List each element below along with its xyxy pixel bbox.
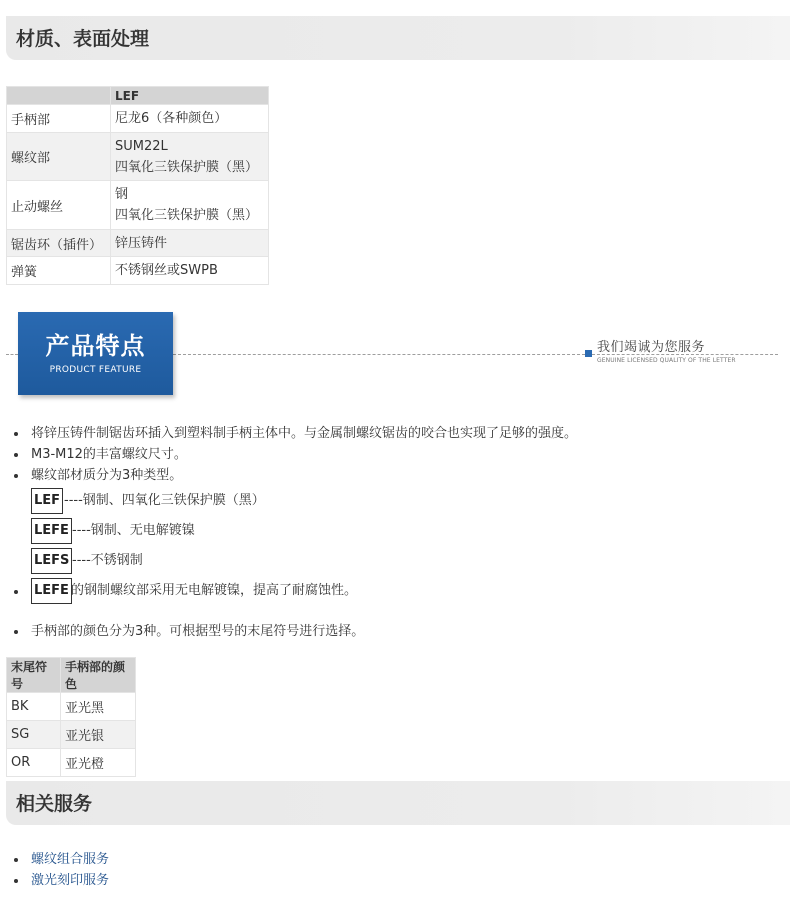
type-code-tag: LEF: [31, 488, 63, 514]
table-header-cell: 末尾符号: [7, 658, 61, 693]
material-line: 钢: [115, 187, 129, 202]
table-cell-part: 弹簧: [7, 257, 111, 285]
material-line: 尼龙6（各种颜色）: [115, 111, 228, 126]
feature-item-note: [14, 583, 24, 601]
section-header-materials: [6, 16, 790, 60]
table-cell-material: [111, 230, 269, 257]
table-cell-material: [111, 133, 269, 181]
table-header-row: [7, 87, 269, 105]
table-cell-part: 手柄部: [7, 105, 111, 133]
section-title: 相关服务: [16, 793, 93, 815]
table-header-row: [7, 658, 136, 693]
material-table: [6, 86, 269, 285]
service-link-laser-marking[interactable]: 激光刻印服务: [31, 873, 110, 888]
material-line: SUM22L: [115, 138, 168, 154]
bullet-dot: [14, 590, 18, 594]
feature-text: 手柄部的颜色分为3种。可根据型号的末尾符号进行选择。: [31, 624, 365, 639]
type-code-tag: LEFE: [31, 518, 72, 544]
table-cell-color: 亚光黑: [61, 693, 136, 721]
table-row: [7, 181, 269, 230]
bullet-dot: [14, 474, 18, 478]
material-line: 不锈钢丝或SWPB: [115, 263, 218, 278]
table-cell-color: 亚光橙: [61, 749, 136, 777]
table-cell-part: 止动螺丝: [7, 181, 111, 230]
table-cell-code: SG: [7, 721, 61, 749]
table-cell-part: 螺纹部: [7, 133, 111, 181]
type-code-tag: LEFE: [31, 578, 72, 604]
feature-text: 螺纹部材质分为3种类型。: [31, 468, 183, 483]
feature-note-text: 的钢制螺纹部采用无电解镀镍，提高了耐腐蚀性。: [71, 583, 358, 598]
table-cell-code: OR: [7, 749, 61, 777]
section-title: 材质、表面处理: [16, 28, 150, 50]
bullet-dot: [14, 858, 18, 862]
slogan-subtext: GENUINE LICENSED QUALITY OF THE LETTER: [597, 357, 736, 364]
table-row: [7, 105, 269, 133]
material-line: 四氧化三铁保护膜（黑）: [115, 208, 259, 223]
service-link-thread-assembly[interactable]: 螺纹组合服务: [31, 852, 110, 867]
divider-left: [6, 354, 18, 355]
table-row: [7, 749, 136, 777]
table-row: [7, 230, 269, 257]
table-row: [7, 257, 269, 285]
bullet-dot: [14, 630, 18, 634]
feature-text: 将锌压铸件制锯齿环插入到塑料制手柄主体中。与金属制螺纹锯齿的咬合也实现了足够的强度。: [31, 426, 578, 441]
type-description: ----钢制、无电解镀镍: [72, 523, 195, 538]
table-cell-part: 锯齿环（插件）: [7, 230, 111, 257]
table-row: [7, 693, 136, 721]
bullet-dot: [14, 879, 18, 883]
type-code-tag: LEFS: [31, 548, 72, 574]
material-line: 锌压铸件: [115, 235, 168, 251]
divider-middle: [173, 354, 585, 355]
table-header-cell: [7, 87, 111, 105]
slogan-text: 我们竭诚为您服务: [597, 340, 706, 355]
table-cell-code: BK: [7, 693, 61, 721]
table-cell-material: [111, 105, 269, 133]
color-table: [6, 657, 136, 777]
section-header-services: [6, 781, 790, 825]
table-row: [7, 133, 269, 181]
feature-text: M3-M12的丰富螺纹尺寸。: [31, 447, 187, 462]
material-line: 四氧化三铁保护膜（黑）: [115, 159, 259, 175]
table-cell-material: [111, 257, 269, 285]
bullet-dot: [14, 453, 18, 457]
table-cell-material: [111, 181, 269, 230]
table-cell-color: 亚光银: [61, 721, 136, 749]
bullet-dot: [14, 432, 18, 436]
table-row: [7, 721, 136, 749]
divider-square-marker: [585, 350, 592, 357]
product-feature-banner: [18, 312, 173, 395]
banner-subtitle: PRODUCT FEATURE: [49, 365, 142, 375]
banner-title: 产品特点: [45, 332, 146, 360]
table-header-cell: 手柄部的颜色: [61, 658, 136, 693]
type-description: ----钢制、四氧化三铁保护膜（黑）: [64, 493, 265, 508]
table-header-cell: LEF: [111, 87, 269, 105]
type-description: ----不锈钢制: [72, 553, 143, 568]
